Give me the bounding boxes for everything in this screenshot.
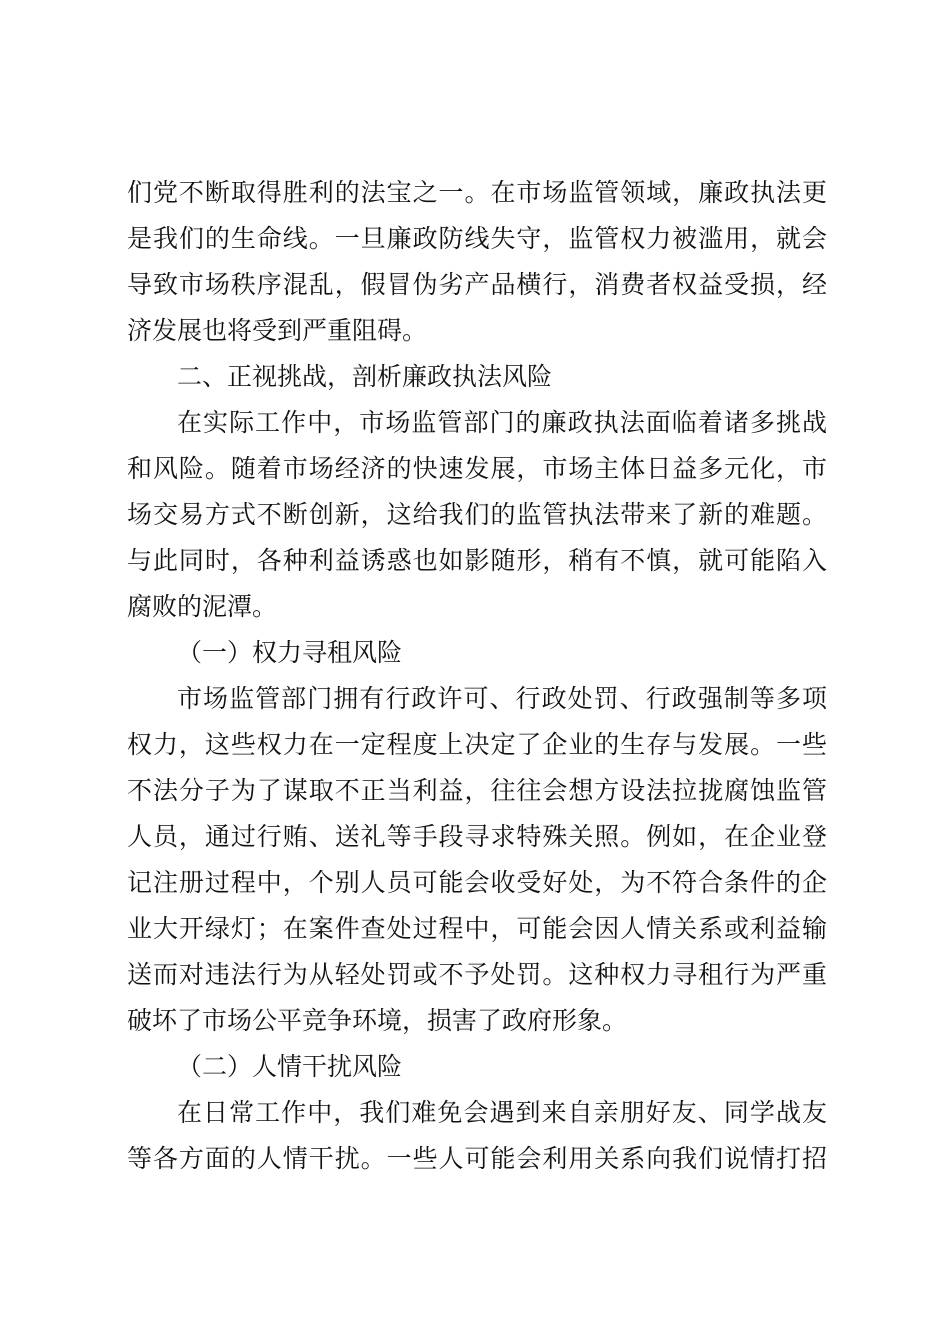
- subsection-heading: （二）人情干扰风险: [177, 1052, 403, 1081]
- text-line: 和风险。随着市场经济的快速发展，市场主体日益多元化，市: [127, 454, 827, 483]
- body-text: [127, 170, 827, 1182]
- text-line: 与此同时，各种利益诱惑也如影随形，稍有不慎，就可能陷入: [127, 546, 827, 575]
- text-line: 腐败的泥潭。: [127, 592, 278, 621]
- text-line: 业大开绿灯；在案件查处过程中，可能会因人情关系或利益输: [127, 914, 827, 943]
- text-line: 等各方面的人情干扰。一些人可能会利用关系向我们说情打招: [127, 1144, 827, 1173]
- text-line: 们党不断取得胜利的法宝之一。在市场监管领域，廉政执法更: [127, 178, 827, 207]
- text-line: 权力，这些权力在一定程度上决定了企业的生存与发展。一些: [127, 730, 827, 759]
- text-line: 市场监管部门拥有行政许可、行政处罚、行政强制等多项: [177, 684, 827, 713]
- text-line: 导致市场秩序混乱，假冒伪劣产品横行，消费者权益受损，经: [127, 270, 827, 299]
- text-line: 在日常工作中，我们难免会遇到来自亲朋好友、同学战友: [177, 1098, 827, 1127]
- section-heading: 二、正视挑战，剖析廉政执法风险: [177, 362, 553, 391]
- text-line: 破坏了市场公平竞争环境，损害了政府形象。: [127, 1006, 628, 1035]
- text-line: 济发展也将受到严重阻碍。: [127, 316, 428, 345]
- text-line: 记注册过程中，个别人员可能会收受好处，为不符合条件的企: [127, 868, 827, 897]
- text-line: 人员，通过行贿、送礼等手段寻求特殊关照。例如，在企业登: [127, 822, 827, 851]
- text-line: 在实际工作中，市场监管部门的廉政执法面临着诸多挑战: [177, 408, 827, 437]
- subsection-heading: （一）权力寻租风险: [177, 638, 403, 667]
- text-line: 是我们的生命线。一旦廉政防线失守，监管权力被滥用，就会: [127, 224, 827, 253]
- text-line: 不法分子为了谋取不正当利益，往往会想方设法拉拢腐蚀监管: [127, 776, 827, 805]
- text-line: 送而对违法行为从轻处罚或不予处罚。这种权力寻租行为严重: [127, 960, 827, 989]
- text-line: 场交易方式不断创新，这给我们的监管执法带来了新的难题。: [127, 500, 827, 529]
